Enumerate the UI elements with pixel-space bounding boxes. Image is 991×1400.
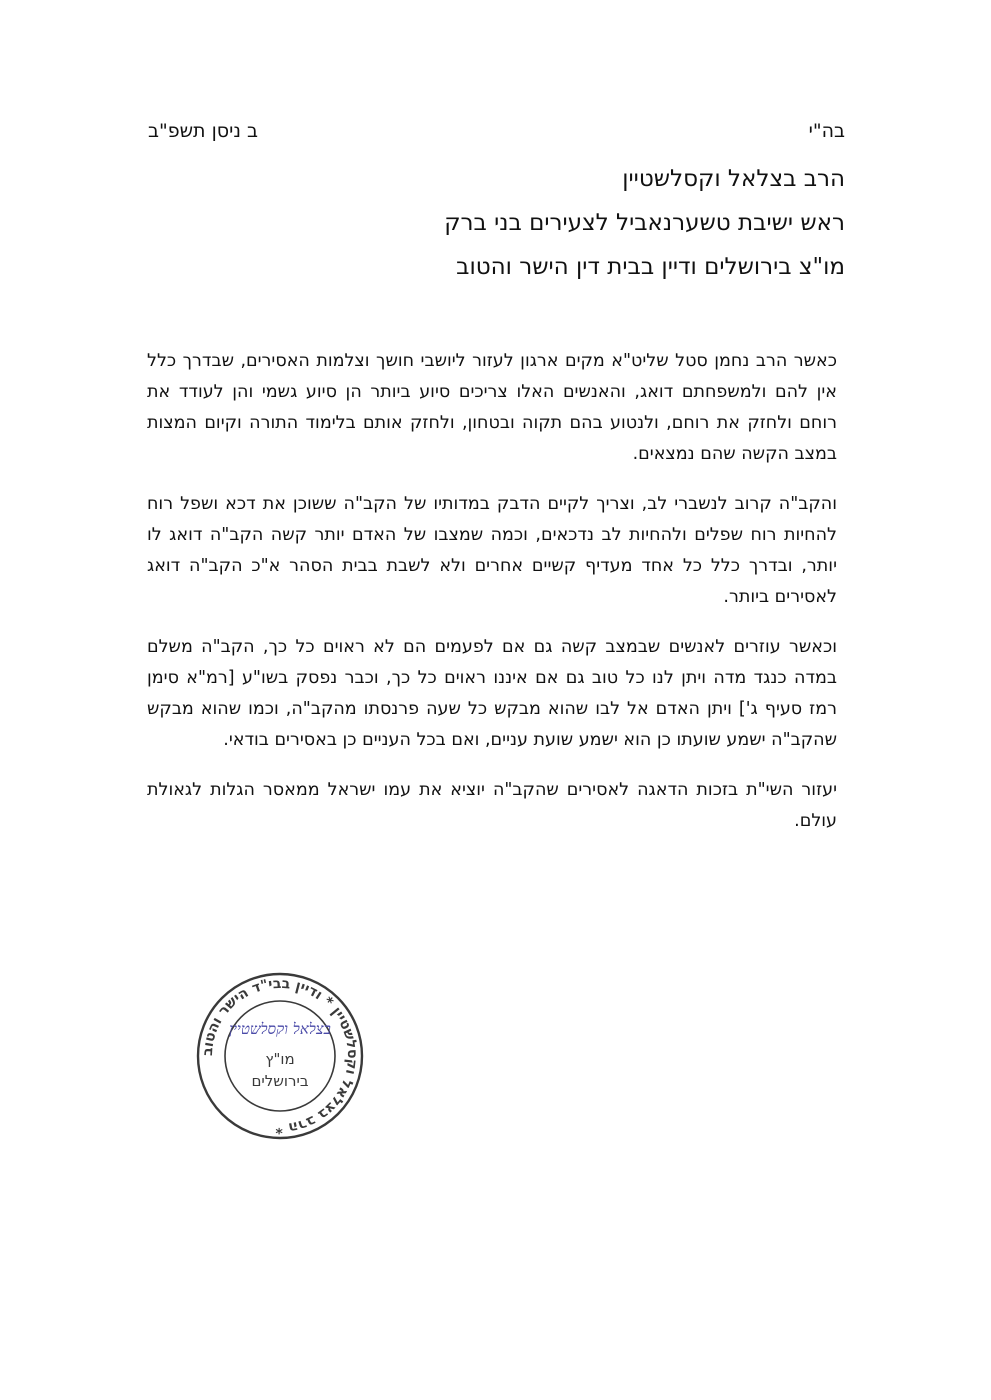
stamp-center-line-1: מו"ץ: [265, 1050, 295, 1068]
rabbi-position-court: מו"צ בירושלים ודיין בבית דין הישר והטוב: [456, 254, 845, 280]
stamp-ring-textpath: הרב בצלאל וקסלשטיין * ודיין בבי"ד הישר והטוב *: [199, 975, 361, 1137]
letter-body: [147, 346, 837, 856]
rabbi-name: הרב בצלאל וקסלשטיין: [622, 166, 845, 192]
rabbinical-stamp: [194, 970, 366, 1142]
body-paragraph-2: והקב"ה קרוב לנשברי לב, וצריך לקיים הדבק במדותיו של הקב"ה ששוכן את דכא ושפל רוח להחיות רוח שפלים ולהחיות לב נדכאים, וכמה שמצבו של האדם יותר קשה הקב"ה דואג לו יותר, ובדרך כלל כל אחד מעדיף קשיים אחרים ולא לשבת בבית הסהר א"כ הקב"ה דואג לאסירים ביותר.: [147, 494, 837, 607]
letter-date: ב ניסן תשפ"ב: [148, 120, 258, 142]
bh-header: בה"י: [808, 120, 845, 142]
rabbi-title-block: [145, 164, 845, 296]
body-paragraph-4: יעזור השי"ת בזכות הדאגה לאסירים שהקב"ה יוציא את עמו ישראל ממאסר הגלות לגאולת עולם.: [147, 780, 837, 831]
body-paragraph-1: כאשר הרב נחמן סטל שליט"א מקים ארגון לעזור ליושבי חושך וצלמות האסירים, שבדרך כלל אין להם ולמשפחתם דואג, והאנשים האלו צריכים סיוע ביותר הן סיוע גשמי והן לעודד את רוחם ולחזק את רוחם, ולנטוע בהם תקוה ובטחון, ולחזק אותם בלימוד התורה וקיום המצות במצב הקשה שהם נמצאים.: [147, 351, 837, 464]
body-paragraph-3: וכאשר עוזרים לאנשים שבמצב קשה גם אם לפעמים הם לא ראוים כל כך, הקב"ה משלם במדה כנגד מדה ויתן לנו כל טוב גם אם איננו ראוים כל כך, וכבר נפסק בשו"ע [רמ"א סימן רמז סעיף ג'] ויתן האדם אל לבו שהוא מבקש כל שעה פרנסתו מהקב"ה, וכמו שהוא מבקש שהקב"ה ישמע שועתו כן הוא ישמע שועת עניים, ואם בכל העניים כן באסירים בודאי.: [147, 637, 837, 750]
rabbi-position-yeshiva: ראש ישיבת טשערנאביל לצעירים בני ברק: [444, 210, 845, 236]
stamp-signature: בצלאל וקסלשטיין: [229, 1020, 331, 1038]
stamp-center-line-2: בירושלים: [251, 1072, 309, 1090]
